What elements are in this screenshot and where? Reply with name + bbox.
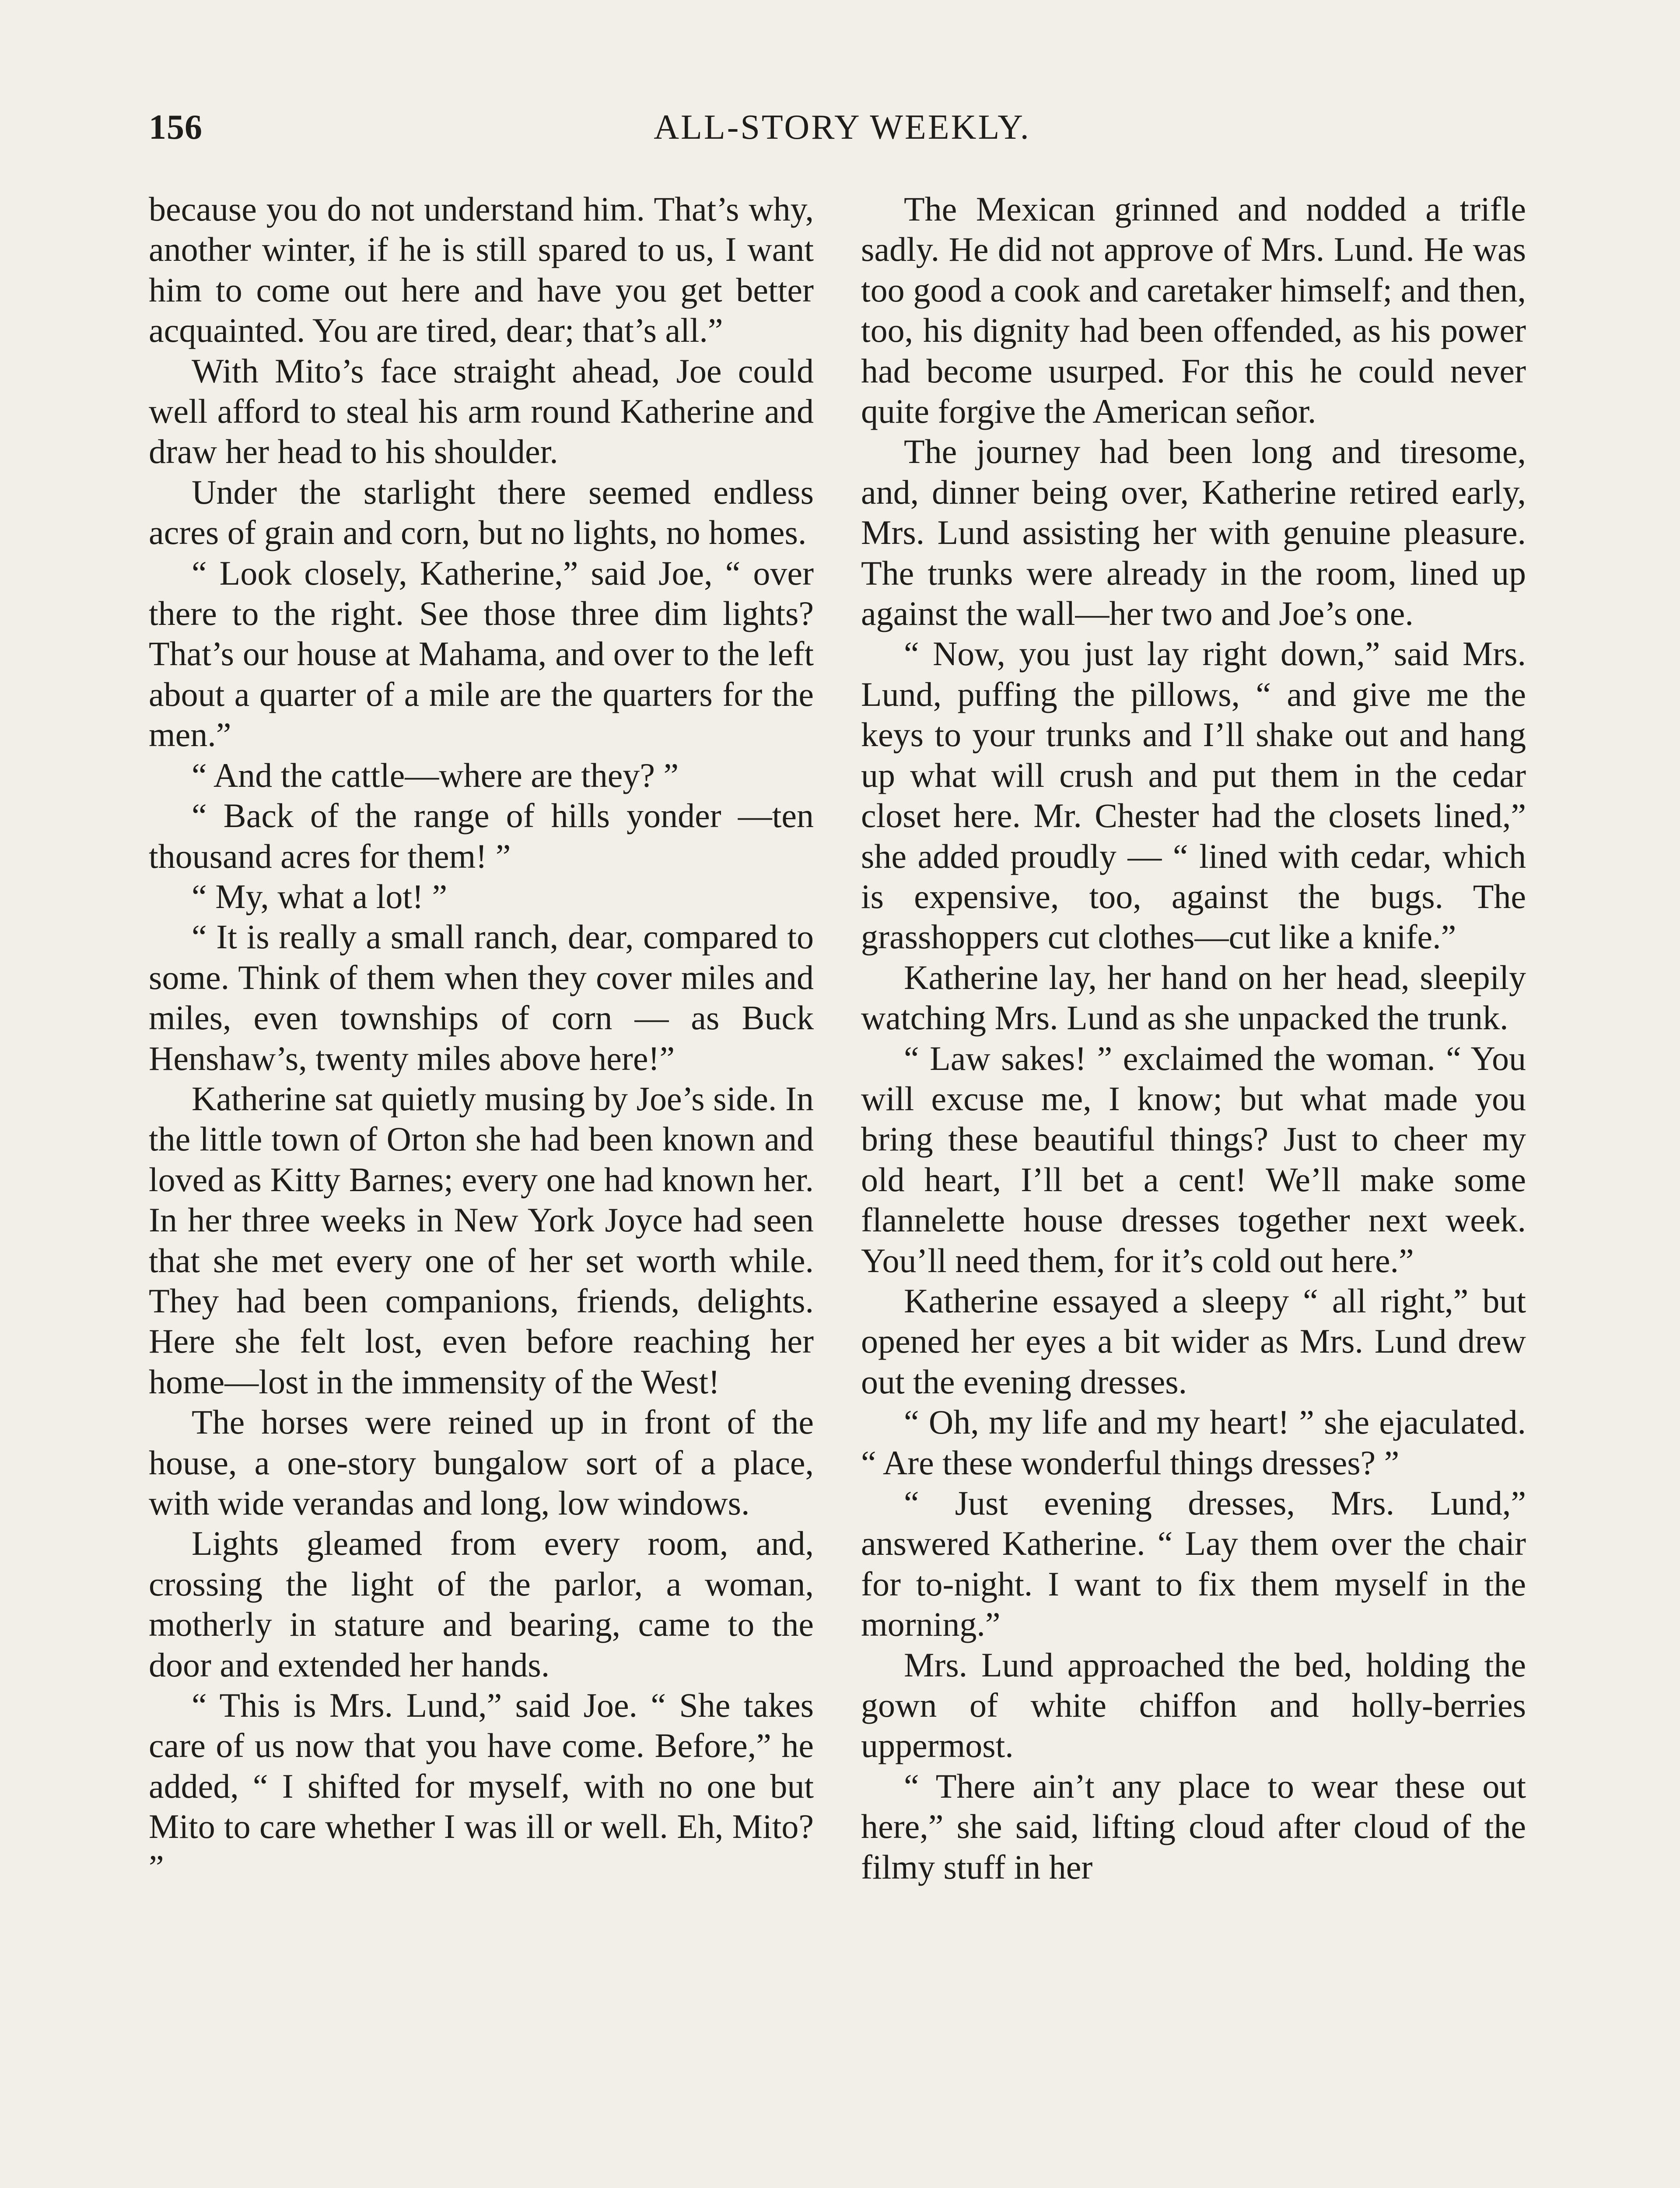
paragraph: “ Law sakes! ” exclaimed the woman. “ You will excuse me, I know; but what made you bring these beautiful things? Just to cheer my old heart, I’ll bet a cent! We’ll make some flannelette house dresses together next week. You’ll need them, for it’s cold out here.” xyxy=(861,1039,1526,1280)
paragraph: “ Back of the range of hills yonder —ten thousand acres for them! ” xyxy=(149,796,814,875)
left-column xyxy=(149,189,814,1887)
paragraph: “ There ain’t any place to wear these out here,” she said, lifting cloud after cloud of the filmy stuff in her xyxy=(861,1767,1526,1886)
right-column xyxy=(861,189,1526,1887)
paragraph: “ Look closely, Katherine,” said Joe, “ over there to the right. See those three dim lights? That’s our house at Mahama, and over to the left about a quarter of a mile are the quarters for the men.” xyxy=(149,554,814,754)
paragraph: Katherine sat quietly musing by Joe’s side. In the little town of Orton she had been known and loved as Kitty Barnes; every one had known her. In her three weeks in New York Joyce had seen that she met every one of her set worth while. They had been companions, friends, delights. Here she felt lost, even before reaching her home—lost in the immensity of the West! xyxy=(149,1079,814,1401)
page-number: 156 xyxy=(149,108,203,147)
paragraph: Katherine essayed a sleepy “ all right,” but opened her eyes a bit wider as Mrs. Lund drew out the evening dresses. xyxy=(861,1281,1526,1401)
paragraph: The Mexican grinned and nodded a trifle sadly. He did not approve of Mrs. Lund. He was too good a cook and caretaker himself; and then, too, his dignity had been offended, as his power had become usurped. For this he could never quite forgive the American señor. xyxy=(861,190,1526,431)
paragraph: “ Oh, my life and my heart! ” she ejaculated. “ Are these wonderful things dresses? ” xyxy=(861,1403,1526,1482)
paragraph: Katherine lay, her hand on her head, sleepily watching Mrs. Lund as she unpacked the trunk. xyxy=(861,958,1526,1037)
paragraph: The horses were reined up in front of the house, a one-story bungalow sort of a place, with wide verandas and long, low windows. xyxy=(149,1403,814,1522)
paragraph: because you do not understand him. That’s why, another winter, if he is still spared to us, I want him to come out here and have you get better acquainted. You are tired, dear; that’s all.” xyxy=(149,190,814,350)
paragraph: “ My, what a lot! ” xyxy=(192,877,448,915)
paragraph: The journey had been long and tiresome, and, dinner being over, Katherine retired early, Mrs. Lund assisting her with genuine pleasure. The trunks were already in the room, lined up against the wall—her two and Joe’s one. xyxy=(861,432,1526,633)
paragraph: With Mito’s face straight ahead, Joe could well afford to steal his arm round Katherine and draw her head to his shoulder. xyxy=(149,351,814,471)
paragraph: “ And the cattle—where are they? ” xyxy=(192,756,679,794)
running-title: ALL-STORY WEEKLY. xyxy=(654,108,1031,147)
paragraph: Mrs. Lund approached the bed, holding the gown of white chiffon and holly-berries uppermost. xyxy=(861,1645,1526,1765)
paragraph: Lights gleamed from every room, and, crossing the light of the parlor, a woman, motherly in stature and bearing, came to the door and extended her hands. xyxy=(149,1524,814,1684)
page-header xyxy=(149,108,1536,156)
paragraph: “ Now, you just lay right down,” said Mrs. Lund, puffing the pillows, “ and give me the keys to your trunks and I’ll shake out and hang up what will crush and put them in the cedar closet here. Mr. Chester had the closets lined,” she added proudly — “ lined with cedar, which is expensive, too, against the bugs. The grasshoppers cut clothes—cut like a knife.” xyxy=(861,635,1526,956)
paragraph: “ Just evening dresses, Mrs. Lund,” answered Katherine. “ Lay them over the chair for to-night. I want to fix them myself in the morning.” xyxy=(861,1484,1526,1644)
paragraph: “ This is Mrs. Lund,” said Joe. “ She takes care of us now that you have come. Before,” he added, “ I shifted for myself, with no one but Mito to care whether I was ill or well. Eh, Mito? ” xyxy=(149,1686,814,1886)
paragraph: “ It is really a small ranch, dear, compared to some. Think of them when they cover miles and miles, even townships of corn — as Buck Henshaw’s, twenty miles above here!” xyxy=(149,918,814,1077)
paragraph: Under the starlight there seemed endless acres of grain and corn, but no lights, no homes. xyxy=(149,473,814,552)
